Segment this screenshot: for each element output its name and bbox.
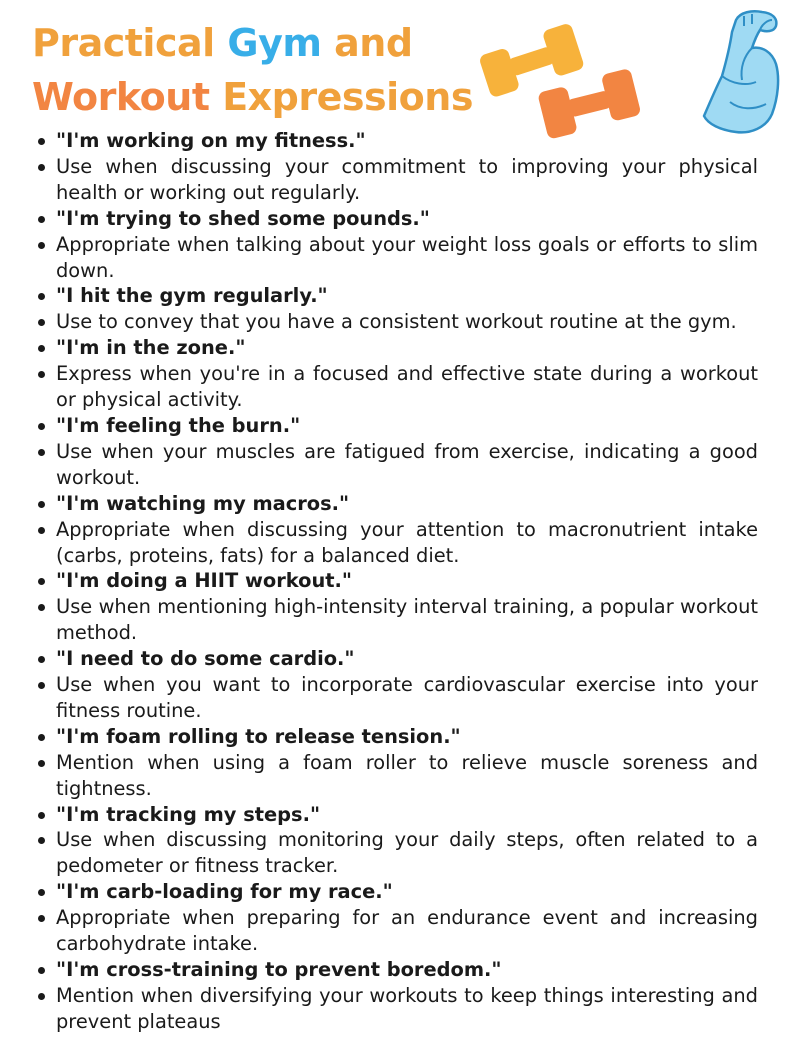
dumbbell-upper	[477, 22, 585, 98]
expression-phrase: "I'm watching my macros."	[36, 491, 758, 517]
expression-description: Appropriate when preparing for an endurance event and increasing carbohydrate intake.	[36, 905, 758, 957]
page-title	[32, 16, 473, 124]
expression-description: Use when discussing your commitment to improving your physical health or working out regularly.	[36, 154, 758, 206]
expression-phrase: "I'm tracking my steps."	[36, 802, 758, 828]
title-word-expressions: Expressions	[209, 75, 473, 119]
expression-description: Express when you're in a focused and effective state during a workout or physical activity.	[36, 361, 758, 413]
title-line-2	[32, 75, 473, 119]
expression-phrase: "I'm doing a HIIT workout."	[36, 568, 758, 594]
expression-description: Use when discussing monitoring your daily steps, often related to a pedometer or fitness tracker.	[36, 827, 758, 879]
expression-phrase: "I'm feeling the burn."	[36, 413, 758, 439]
expression-phrase: "I'm trying to shed some pounds."	[36, 206, 758, 232]
expression-description: Mention when diversifying your workouts to keep things interesting and prevent plateaus	[36, 983, 758, 1035]
title-word-practical: Practical	[32, 21, 228, 65]
expression-phrase: "I'm foam rolling to release tension."	[36, 724, 758, 750]
expression-description: Use when mentioning high-intensity interval training, a popular workout method.	[36, 594, 758, 646]
expression-phrase: "I'm cross-training to prevent boredom."	[36, 957, 758, 983]
expression-description: Use to convey that you have a consistent workout routine at the gym.	[36, 309, 758, 335]
title-word-workout: Workout	[32, 75, 210, 119]
expression-description: Appropriate when talking about your weight loss goals or efforts to slim down.	[36, 232, 758, 284]
expression-phrase: "I'm carb-loading for my race."	[36, 879, 758, 905]
title-word-gym: Gym	[227, 21, 322, 65]
title-line-1	[32, 21, 413, 65]
expression-list	[36, 128, 758, 1035]
expression-phrase: "I hit the gym regularly."	[36, 283, 758, 309]
expression-description: Use when your muscles are fatigued from exercise, indicating a good workout.	[36, 439, 758, 491]
expression-phrase: "I'm working on my fitness."	[36, 128, 758, 154]
expression-description: Mention when using a foam roller to relieve muscle soreness and tightness.	[36, 750, 758, 802]
expression-phrase: "I'm in the zone."	[36, 335, 758, 361]
expression-phrase: "I need to do some cardio."	[36, 646, 758, 672]
expression-description: Use when you want to incorporate cardiovascular exercise into your fitness routine.	[36, 672, 758, 724]
title-word-and: and	[321, 21, 413, 65]
expression-description: Appropriate when discussing your attention to macronutrient intake (carbs, proteins, fats) for a balanced diet.	[36, 517, 758, 569]
dumbbell-icon	[472, 18, 672, 142]
flexed-arm-icon	[700, 6, 786, 138]
